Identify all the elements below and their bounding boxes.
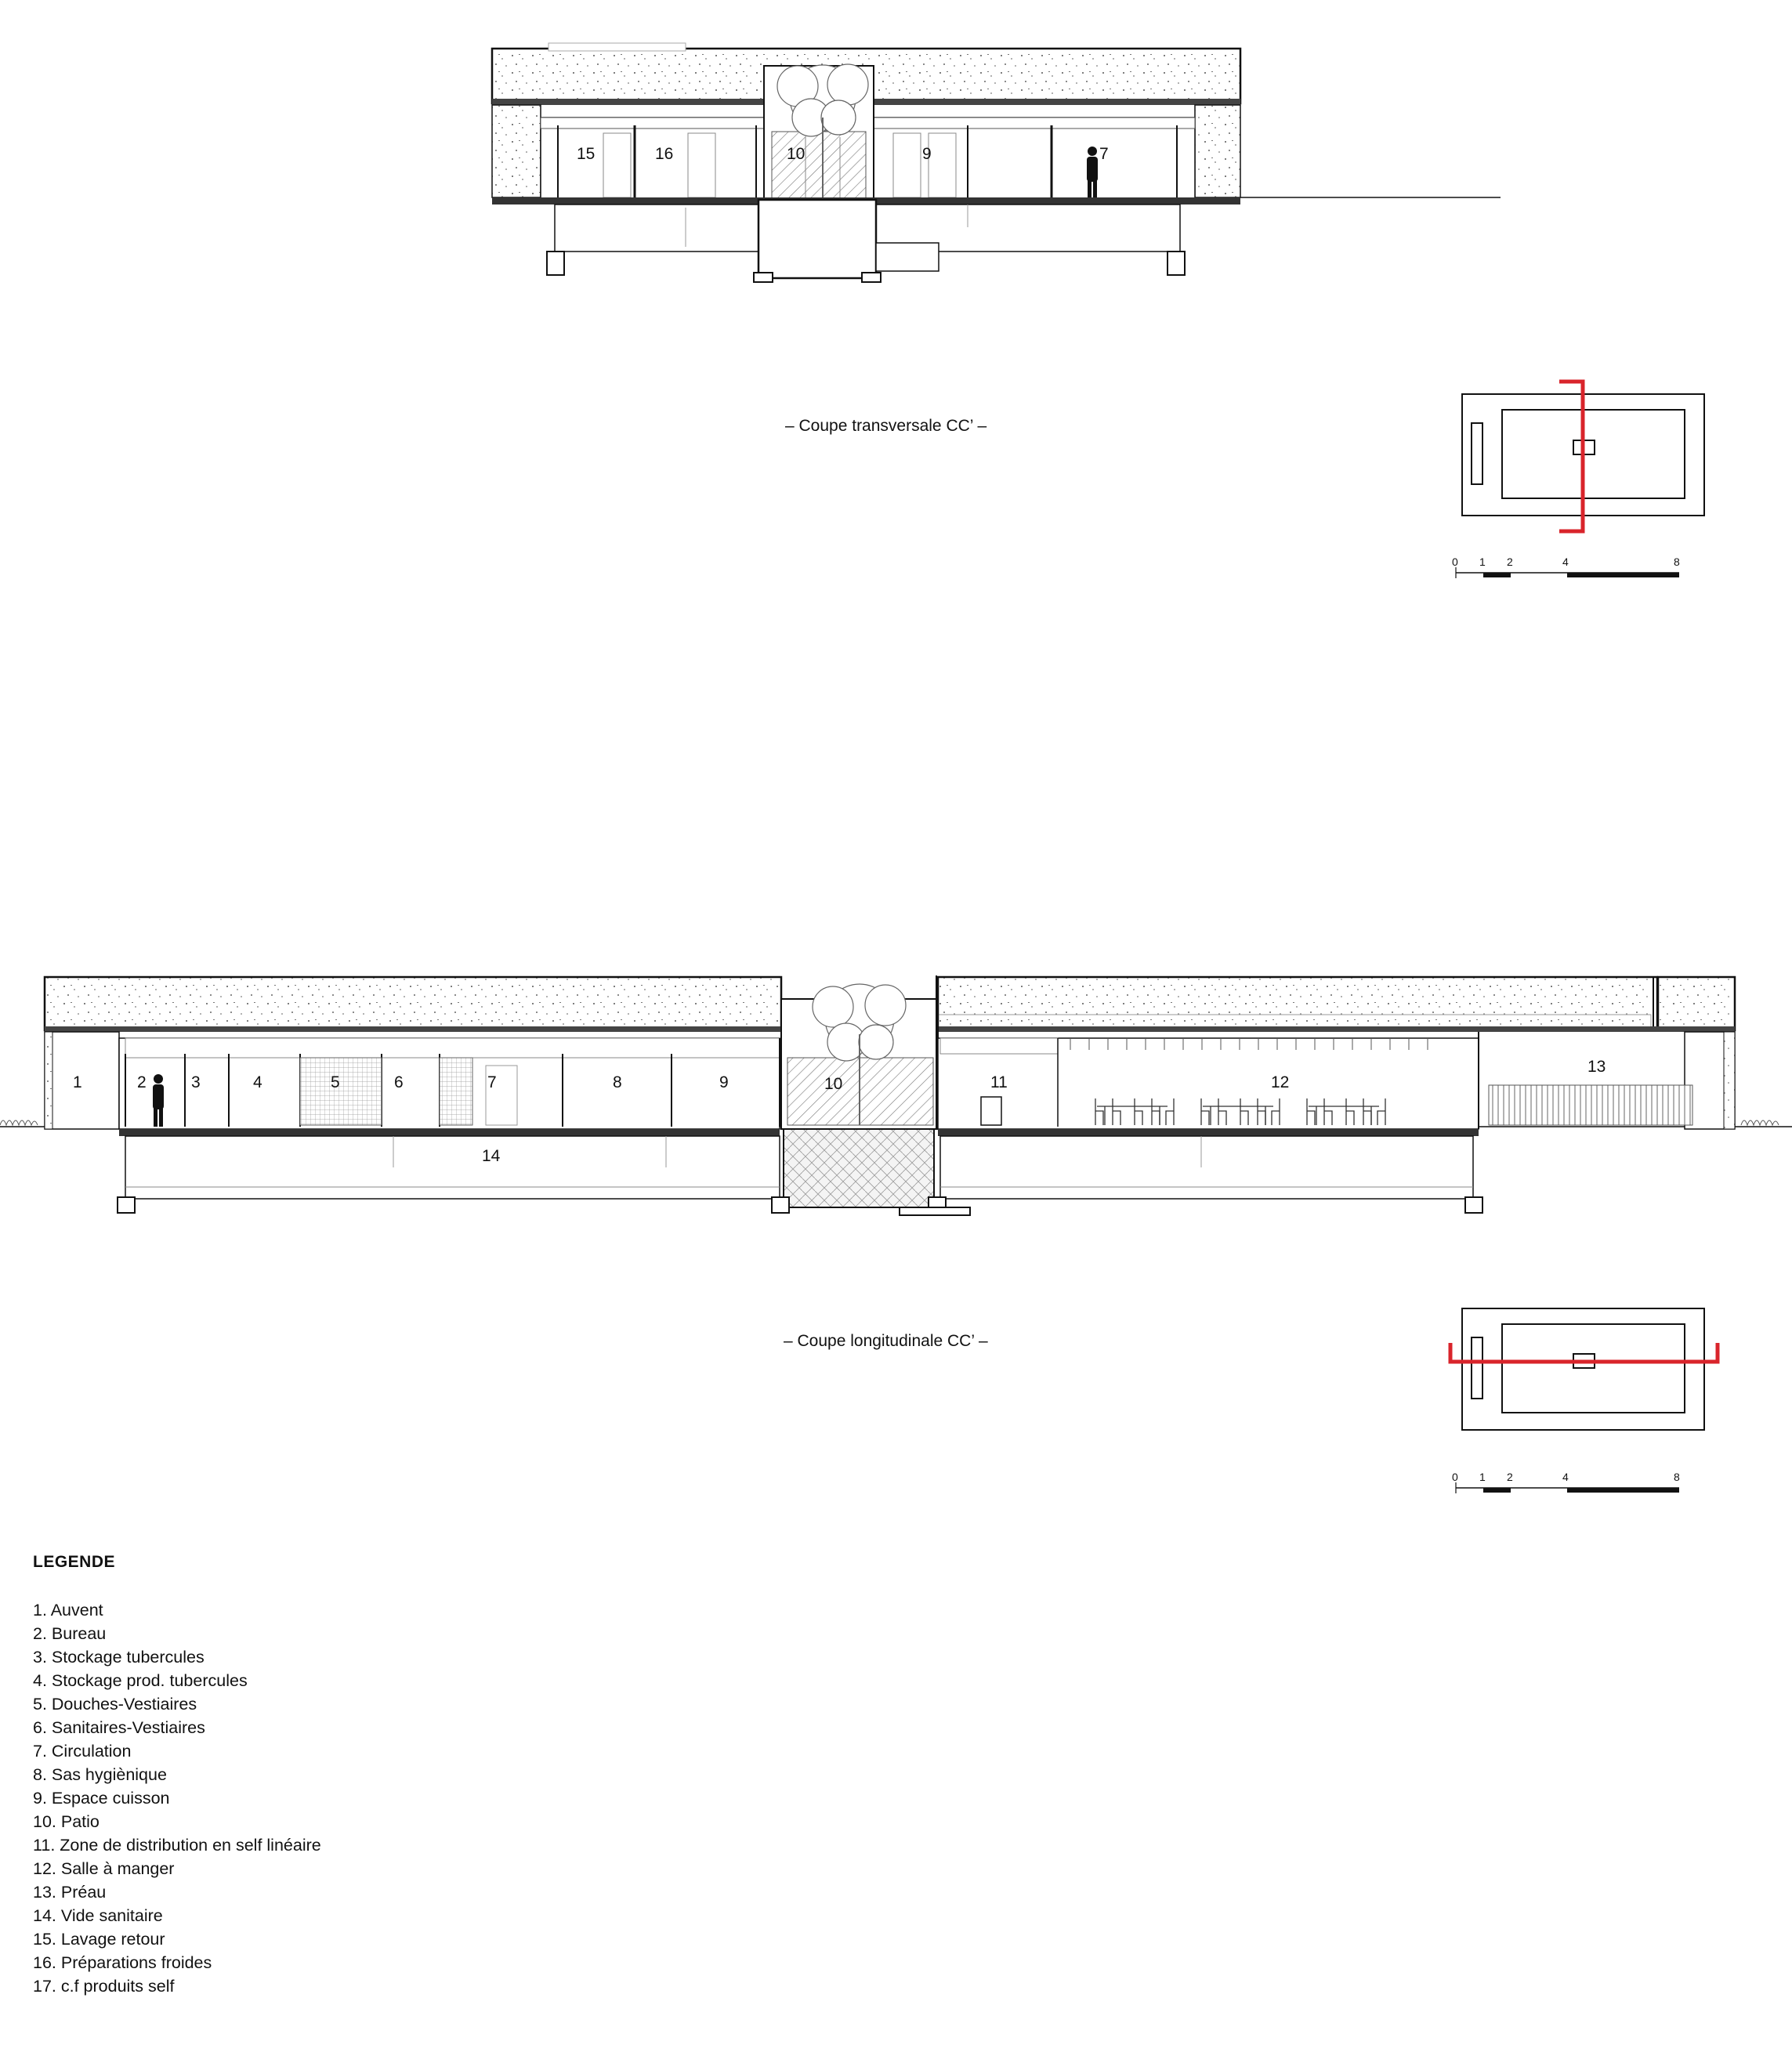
room-label: 3 (191, 1073, 201, 1091)
longitudinal-section-drawing (0, 975, 1792, 1215)
room-label: 10 (824, 1075, 843, 1093)
scale-bar (1452, 1471, 1680, 1493)
scale-tick: 0 (1452, 1471, 1458, 1483)
scale-tick: 4 (1562, 1471, 1569, 1483)
room-label: 15 (577, 145, 596, 163)
scale-tick: 4 (1562, 556, 1569, 568)
legend-item: 13. Préau (33, 1883, 107, 1902)
scale-tick: 8 (1674, 1471, 1680, 1483)
legend-item: 4. Stockage prod. tubercules (33, 1671, 248, 1690)
legend-item: 10. Patio (33, 1812, 100, 1831)
legend-item: 2. Bureau (33, 1624, 107, 1643)
room-label: 13 (1587, 1058, 1606, 1076)
room-label: 1 (73, 1073, 82, 1091)
legend-item: 15. Lavage retour (33, 1930, 165, 1949)
scale-tick: 0 (1452, 556, 1458, 568)
room-label: 11 (990, 1073, 1008, 1091)
room-label: 16 (655, 145, 674, 163)
room-label: 7 (487, 1073, 497, 1091)
legend-item: 12. Salle à manger (33, 1859, 175, 1878)
legend-item: 8. Sas hygiènique (33, 1765, 167, 1784)
transversal-section-caption: – Coupe transversale CC’ – (785, 417, 987, 435)
legend-item: 11. Zone de distribution en self linéaire (33, 1836, 321, 1855)
legend-item: 16. Préparations froides (33, 1953, 212, 1972)
legend-item: 1. Auvent (33, 1601, 103, 1620)
scale-tick: 8 (1674, 556, 1680, 568)
transversal-section-drawing (492, 43, 1501, 282)
room-label: 12 (1271, 1073, 1290, 1091)
key-plan-transversal (1462, 382, 1704, 531)
room-label: 10 (787, 145, 805, 163)
room-label: 6 (394, 1073, 404, 1091)
room-label: 4 (253, 1073, 262, 1091)
legend-title: LEGENDE (33, 1553, 116, 1571)
room-label: 5 (331, 1073, 340, 1091)
room-label: 2 (137, 1073, 147, 1091)
key-plan-longitudinal (1450, 1308, 1718, 1430)
room-label: 9 (922, 145, 932, 163)
room-label: 8 (613, 1073, 622, 1091)
longitudinal-section-caption: – Coupe longitudinale CC’ – (784, 1332, 988, 1350)
legend-list (33, 1598, 321, 1998)
legend-item: 9. Espace cuisson (33, 1789, 170, 1808)
legend (33, 1553, 321, 1998)
room-label: 7 (1099, 145, 1109, 163)
scale-tick: 2 (1507, 1471, 1513, 1483)
section-cut-line (1450, 1343, 1718, 1362)
room-label: 9 (719, 1073, 729, 1091)
scale-tick: 1 (1479, 1471, 1486, 1483)
legend-item: 3. Stockage tubercules (33, 1648, 205, 1667)
scale-tick: 1 (1479, 556, 1486, 568)
legend-item: 17. c.f produits self (33, 1977, 175, 1996)
legend-item: 7. Circulation (33, 1742, 132, 1761)
room-label: 14 (482, 1147, 501, 1165)
scale-tick: 2 (1507, 556, 1513, 568)
scale-bar (1452, 556, 1680, 578)
legend-item: 14. Vide sanitaire (33, 1906, 163, 1925)
legend-item: 5. Douches-Vestiaires (33, 1695, 197, 1714)
section-cut-line (1559, 382, 1583, 531)
legend-item: 6. Sanitaires-Vestiaires (33, 1718, 205, 1737)
